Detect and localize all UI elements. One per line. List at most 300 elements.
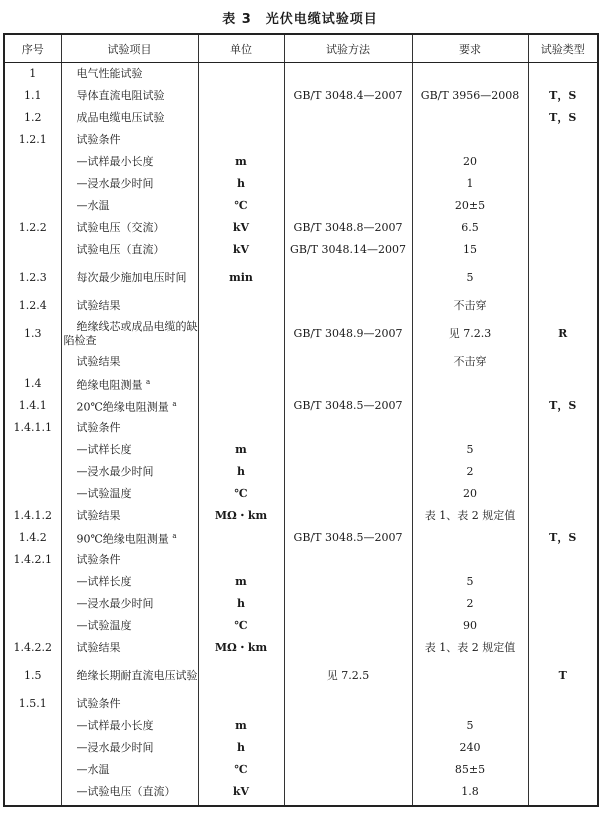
row-test-type [528, 195, 598, 217]
row-serial-no [4, 693, 61, 715]
table-row [4, 693, 598, 715]
row-test-type [528, 173, 598, 195]
row-test-method [284, 483, 412, 505]
row-requirement-text: 1 [466, 177, 474, 190]
row-test-method [284, 395, 412, 417]
row-serial-no [4, 781, 61, 806]
row-test-method [284, 527, 412, 549]
row-requirement [412, 571, 528, 593]
row-test-method-text: GB/T 3048.5—2007 [293, 399, 403, 412]
row-test-item [61, 659, 198, 693]
row-test-method-text: 见 7.2.5 [326, 669, 370, 682]
row-requirement-text: 15 [463, 243, 477, 256]
row-requirement [412, 129, 528, 151]
row-unit [198, 173, 284, 195]
row-test-type-text: R [558, 327, 568, 340]
row-unit [198, 395, 284, 417]
table-row [4, 637, 598, 659]
table-number: 表 3 [222, 12, 252, 27]
row-test-type [528, 615, 598, 637]
row-test-item-text: 绝缘线芯或成品电缆的缺陷检查 [63, 320, 198, 347]
row-unit [198, 317, 284, 351]
row-requirement [412, 417, 528, 439]
row-requirement-text: 6.5 [461, 221, 479, 234]
row-test-type [528, 483, 598, 505]
row-test-item-text: 导体直流电阻试验 [76, 89, 165, 102]
row-unit-text: m [235, 155, 247, 168]
row-requirement [412, 373, 528, 395]
row-test-item [61, 295, 198, 317]
row-unit-text: kV [232, 785, 250, 798]
row-test-item-text: —浸水最少时间 [76, 741, 154, 754]
row-test-item [61, 373, 198, 395]
row-serial-no-text: 1 [29, 67, 37, 80]
row-requirement [412, 439, 528, 461]
row-requirement-text: 20±5 [454, 199, 486, 212]
row-serial-no [4, 549, 61, 571]
row-unit-text: h [237, 597, 245, 610]
row-requirement-text: 20 [463, 487, 477, 500]
row-unit [198, 461, 284, 483]
row-serial-no [4, 759, 61, 781]
row-unit [198, 781, 284, 806]
row-serial-no [4, 107, 61, 129]
row-serial-no [4, 461, 61, 483]
row-serial-no [4, 351, 61, 373]
header-row [4, 34, 598, 63]
row-test-method [284, 295, 412, 317]
row-unit [198, 693, 284, 715]
row-requirement-text: 不击穿 [453, 355, 487, 368]
row-test-item [61, 351, 198, 373]
row-test-item [61, 63, 198, 86]
row-test-method [284, 63, 412, 86]
footnote-marker: a [146, 378, 151, 387]
row-unit-text: h [237, 741, 245, 754]
row-unit [198, 593, 284, 615]
row-test-item [61, 439, 198, 461]
table-row [4, 195, 598, 217]
row-test-item [61, 195, 198, 217]
table-row [4, 759, 598, 781]
row-serial-no [4, 483, 61, 505]
row-test-method [284, 351, 412, 373]
row-test-item-text: 绝缘长期耐直流电压试验 [76, 669, 198, 682]
row-test-type [528, 261, 598, 295]
header-test-method: 试验方法 [284, 34, 412, 63]
row-unit [198, 373, 284, 395]
row-test-item [61, 527, 198, 549]
table-title: 光伏电缆试验项目 [265, 12, 378, 27]
row-serial-no-text: 1.4.2.2 [13, 641, 52, 654]
row-test-item [61, 151, 198, 173]
row-test-method [284, 173, 412, 195]
row-test-item [61, 781, 198, 806]
row-test-item-text: 成品电缆电压试验 [76, 111, 165, 124]
row-requirement [412, 317, 528, 351]
row-test-item [61, 261, 198, 295]
row-requirement-text: 1.8 [461, 785, 479, 798]
row-requirement-text: 85±5 [454, 763, 486, 776]
row-test-type [528, 527, 598, 549]
row-test-item-text: —试验电压（直流） [76, 785, 176, 798]
row-unit [198, 737, 284, 759]
row-test-type [528, 715, 598, 737]
row-requirement-text: 不击穿 [453, 299, 487, 312]
row-serial-no-text: 1.3 [24, 327, 42, 340]
row-test-type [528, 85, 598, 107]
row-test-type [528, 129, 598, 151]
row-unit [198, 129, 284, 151]
row-test-method [284, 107, 412, 129]
row-serial-no-text: 1.1 [24, 89, 42, 102]
table-row [4, 261, 598, 295]
row-unit [198, 549, 284, 571]
row-requirement [412, 659, 528, 693]
row-serial-no [4, 439, 61, 461]
row-serial-no [4, 317, 61, 351]
row-requirement [412, 395, 528, 417]
row-test-type [528, 151, 598, 173]
row-test-method [284, 571, 412, 593]
row-unit-text: ℃ [234, 763, 248, 776]
row-serial-no-text: 1.5.1 [18, 697, 47, 710]
row-serial-no [4, 85, 61, 107]
row-unit [198, 527, 284, 549]
row-unit [198, 659, 284, 693]
row-test-method [284, 615, 412, 637]
row-test-item [61, 593, 198, 615]
row-requirement [412, 593, 528, 615]
row-test-type [528, 63, 598, 86]
row-unit [198, 417, 284, 439]
row-test-item-text: 试验条件 [76, 421, 121, 434]
table-row [4, 615, 598, 637]
table-row [4, 217, 598, 239]
row-test-type [528, 737, 598, 759]
table-row [4, 571, 598, 593]
row-test-method [284, 151, 412, 173]
row-serial-no [4, 63, 61, 86]
row-test-item-text: —水温 [76, 763, 110, 776]
table-row [4, 549, 598, 571]
table-row [4, 505, 598, 527]
row-requirement-text: 见 7.2.3 [448, 327, 492, 340]
footnote-marker: a [172, 400, 177, 409]
row-unit [198, 759, 284, 781]
row-test-item [61, 759, 198, 781]
row-test-item [61, 715, 198, 737]
row-requirement-text: 240 [459, 741, 481, 754]
row-test-item [61, 461, 198, 483]
row-test-item [61, 317, 198, 351]
row-requirement [412, 239, 528, 261]
row-test-type [528, 781, 598, 806]
table-row [4, 395, 598, 417]
row-test-method-text: GB/T 3048.14—2007 [290, 243, 406, 256]
pv-cable-test-items-table [3, 33, 599, 807]
row-serial-no-text: 1.2.4 [18, 299, 47, 312]
row-unit [198, 295, 284, 317]
row-unit [198, 615, 284, 637]
row-serial-no-text: 1.4.1 [18, 399, 47, 412]
row-unit [198, 715, 284, 737]
row-requirement [412, 637, 528, 659]
row-test-method [284, 317, 412, 351]
row-unit [198, 439, 284, 461]
row-test-type [528, 659, 598, 693]
row-test-type [528, 295, 598, 317]
table-row [4, 351, 598, 373]
row-unit [198, 217, 284, 239]
row-test-method [284, 637, 412, 659]
row-serial-no [4, 129, 61, 151]
row-test-method [284, 239, 412, 261]
row-requirement [412, 715, 528, 737]
row-requirement [412, 505, 528, 527]
header-test-type: 试验类型 [528, 34, 598, 63]
row-test-item-text: —试样长度 [76, 443, 132, 456]
row-test-item-text: 试验结果 [76, 641, 121, 654]
row-requirement-text: 20 [463, 155, 477, 168]
row-requirement [412, 483, 528, 505]
row-serial-no [4, 737, 61, 759]
row-test-item-text: 试验条件 [76, 133, 121, 146]
row-test-method [284, 549, 412, 571]
row-unit-text: ℃ [234, 619, 248, 632]
row-unit [198, 483, 284, 505]
table-row [4, 129, 598, 151]
header-test-item: 试验项目 [61, 34, 198, 63]
row-test-item-text: 90℃绝缘电阻测量 [76, 532, 169, 546]
row-serial-no-text: 1.2.2 [18, 221, 47, 234]
row-serial-no-text: 1.4.1.2 [13, 509, 52, 522]
row-requirement [412, 261, 528, 295]
row-serial-no [4, 373, 61, 395]
row-test-type-text: T [558, 669, 567, 682]
row-test-method-text: GB/T 3048.4—2007 [293, 89, 403, 102]
row-test-item-text: —试样最小长度 [76, 155, 154, 168]
row-test-item [61, 239, 198, 261]
row-test-item [61, 107, 198, 129]
row-serial-no [4, 571, 61, 593]
header-requirement: 要求 [412, 34, 528, 63]
row-test-item-text: 每次最少施加电压时间 [76, 271, 187, 284]
row-requirement [412, 217, 528, 239]
row-test-item-text: —试验温度 [76, 619, 132, 632]
row-test-method [284, 129, 412, 151]
row-serial-no [4, 593, 61, 615]
row-serial-no-text: 1.4.2.1 [13, 553, 52, 566]
row-test-item-text: —浸水最少时间 [76, 177, 154, 190]
row-requirement [412, 63, 528, 86]
row-serial-no-text: 1.4.2 [18, 531, 47, 544]
table-row [4, 439, 598, 461]
row-test-item-text: 绝缘电阻测量 [76, 378, 143, 392]
row-test-method-text: GB/T 3048.8—2007 [293, 221, 403, 234]
row-requirement-text: 5 [466, 271, 474, 284]
row-test-type [528, 693, 598, 715]
table-row [4, 151, 598, 173]
row-test-method [284, 461, 412, 483]
row-test-item-text: 试验结果 [76, 509, 121, 522]
row-test-type [528, 351, 598, 373]
row-requirement [412, 759, 528, 781]
row-test-method [284, 505, 412, 527]
row-test-type-text: T，S [549, 111, 577, 124]
row-requirement-text: 90 [463, 619, 477, 632]
row-unit [198, 571, 284, 593]
row-test-type [528, 759, 598, 781]
row-test-item-text: 试验结果 [76, 355, 121, 368]
row-test-method [284, 737, 412, 759]
row-unit [198, 151, 284, 173]
row-test-item-text: 20℃绝缘电阻测量 [76, 400, 169, 414]
row-unit [198, 107, 284, 129]
row-test-item [61, 129, 198, 151]
row-unit-text: MΩ・km [214, 509, 268, 522]
row-test-type [528, 373, 598, 395]
row-requirement [412, 351, 528, 373]
row-test-type [528, 107, 598, 129]
row-requirement-text: 2 [466, 597, 474, 610]
row-requirement [412, 615, 528, 637]
row-serial-no-text: 1.4.1.1 [13, 421, 52, 434]
table-row [4, 737, 598, 759]
row-requirement-text: GB/T 3956—2008 [420, 89, 520, 102]
row-requirement [412, 781, 528, 806]
row-serial-no [4, 261, 61, 295]
row-serial-no [4, 195, 61, 217]
row-test-item [61, 737, 198, 759]
table-row [4, 239, 598, 261]
row-unit-text: m [235, 719, 247, 732]
row-requirement [412, 461, 528, 483]
row-test-type [528, 637, 598, 659]
row-requirement [412, 527, 528, 549]
row-requirement-text: 5 [466, 443, 474, 456]
row-test-method [284, 693, 412, 715]
table-row [4, 715, 598, 737]
row-test-type [528, 217, 598, 239]
table-row [4, 781, 598, 806]
row-requirement [412, 737, 528, 759]
row-test-item-text: —浸水最少时间 [76, 465, 154, 478]
table-row [4, 483, 598, 505]
row-test-item [61, 483, 198, 505]
table-row [4, 373, 598, 395]
row-test-type-text: T，S [549, 399, 577, 412]
table-row [4, 85, 598, 107]
row-test-method-text: GB/T 3048.5—2007 [293, 531, 403, 544]
row-test-method [284, 715, 412, 737]
table-row [4, 417, 598, 439]
row-test-item [61, 693, 198, 715]
table-row [4, 173, 598, 195]
row-test-item-text: —水温 [76, 199, 110, 212]
row-requirement-text: 表 1、表 2 规定值 [424, 641, 516, 654]
row-test-method [284, 373, 412, 395]
row-serial-no-text: 1.2 [24, 111, 42, 124]
row-test-item-text: —试样最小长度 [76, 719, 154, 732]
row-test-type [528, 417, 598, 439]
row-test-method [284, 217, 412, 239]
row-unit [198, 85, 284, 107]
row-test-item [61, 395, 198, 417]
row-test-method [284, 439, 412, 461]
row-unit-text: h [237, 465, 245, 478]
row-serial-no-text: 1.2.3 [18, 271, 47, 284]
row-serial-no [4, 637, 61, 659]
row-requirement [412, 693, 528, 715]
row-test-type [528, 505, 598, 527]
row-unit-text: ℃ [234, 199, 248, 212]
row-requirement [412, 173, 528, 195]
row-test-item-text: 试验条件 [76, 697, 121, 710]
row-serial-no [4, 217, 61, 239]
row-unit-text: h [237, 177, 245, 190]
row-test-type [528, 439, 598, 461]
table-row [4, 593, 598, 615]
row-test-item [61, 217, 198, 239]
row-unit-text: MΩ・km [214, 641, 268, 654]
row-test-item [61, 549, 198, 571]
row-test-item [61, 85, 198, 107]
row-test-item-text: 试验电压（直流） [76, 243, 165, 256]
row-unit-text: m [235, 443, 247, 456]
row-unit [198, 637, 284, 659]
row-test-method [284, 759, 412, 781]
row-requirement-text: 2 [466, 465, 474, 478]
row-test-type [528, 549, 598, 571]
row-requirement [412, 195, 528, 217]
row-test-type [528, 239, 598, 261]
row-unit [198, 261, 284, 295]
table-row [4, 317, 598, 351]
table-row [4, 461, 598, 483]
row-test-item-text: —浸水最少时间 [76, 597, 154, 610]
row-serial-no [4, 417, 61, 439]
row-serial-no [4, 173, 61, 195]
row-serial-no [4, 715, 61, 737]
row-serial-no-text: 1.4 [24, 377, 42, 390]
row-serial-no-text: 1.2.1 [18, 133, 47, 146]
table-caption [0, 8, 600, 27]
row-test-item-text: 试验结果 [76, 299, 121, 312]
row-test-item-text: —试样长度 [76, 575, 132, 588]
row-test-item [61, 637, 198, 659]
row-serial-no [4, 395, 61, 417]
row-requirement-text: 5 [466, 719, 474, 732]
row-test-type [528, 395, 598, 417]
row-requirement [412, 107, 528, 129]
row-test-type [528, 317, 598, 351]
row-test-item-text: 电气性能试验 [76, 67, 143, 80]
row-test-method [284, 659, 412, 693]
row-unit [198, 63, 284, 86]
row-test-item-text: —试验温度 [76, 487, 132, 500]
row-serial-no [4, 615, 61, 637]
row-test-type-text: T，S [549, 89, 577, 102]
row-unit-text: ℃ [234, 487, 248, 500]
table-row [4, 107, 598, 129]
row-serial-no [4, 505, 61, 527]
row-test-item [61, 417, 198, 439]
row-unit-text: min [229, 271, 253, 284]
row-test-item [61, 571, 198, 593]
row-test-method [284, 417, 412, 439]
row-test-item [61, 615, 198, 637]
